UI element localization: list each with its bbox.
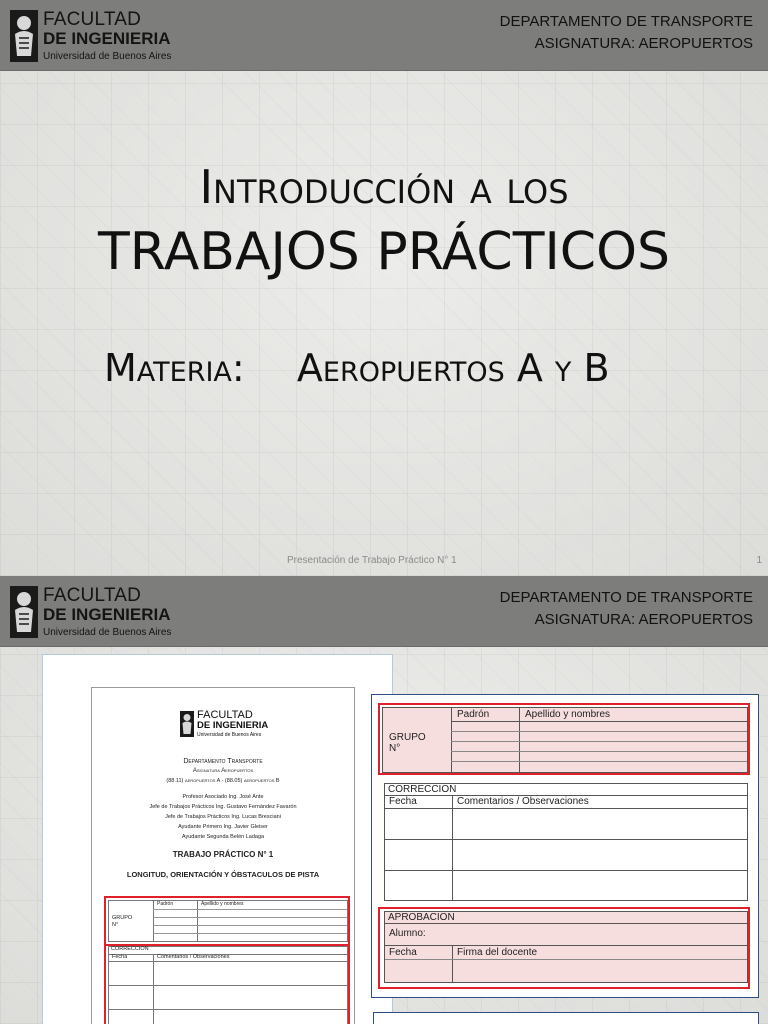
apellido-header: Apellido y nombres bbox=[525, 709, 611, 720]
doc-logo-line-3: Universidad de Buenos Aires bbox=[197, 732, 262, 738]
doc-staff-1: Profesor Asociado Ing. José Ante bbox=[182, 794, 264, 800]
mini-numero-label: N° bbox=[112, 922, 119, 928]
subtitle bbox=[104, 346, 610, 390]
faculty-logo bbox=[10, 10, 180, 66]
padron-header: Padrón bbox=[457, 709, 490, 720]
mini-correccion-highlight bbox=[104, 944, 350, 1024]
mini-correccion-title: CORRECCION bbox=[111, 946, 149, 952]
numero-label: N° bbox=[389, 743, 401, 754]
mini-padron-header: Padrón bbox=[157, 901, 174, 907]
logo-line-3: Universidad de Buenos Aires bbox=[43, 51, 172, 62]
department-name: DEPARTAMENTO DE TRANSPORTE bbox=[499, 589, 753, 606]
subtitle-value: Aeropuertos A y B bbox=[296, 346, 610, 390]
next-panel-edge bbox=[373, 1012, 759, 1024]
department-info bbox=[500, 587, 753, 631]
fecha-label: Fecha bbox=[389, 947, 417, 958]
document-preview-panel bbox=[42, 654, 393, 1024]
faculty-logo bbox=[10, 586, 180, 642]
university-crest-icon bbox=[10, 586, 38, 638]
university-crest-icon bbox=[180, 710, 194, 738]
title-line-1: Introducción a los bbox=[199, 160, 569, 214]
doc-staff-2: Jefe de Trabajos Prácticos Ing. Gustavo Fernández Favarón bbox=[149, 804, 297, 810]
subject-name: ASIGNATURA: AEROPUERTOS bbox=[534, 35, 753, 52]
doc-staff-5: Ayudante Segunda Belén Ladaga bbox=[181, 834, 265, 840]
department-info bbox=[500, 11, 753, 55]
mini-fecha-header: Fecha bbox=[112, 954, 128, 960]
slide-header bbox=[0, 576, 768, 647]
doc-department: Departamento Transporte bbox=[183, 758, 263, 765]
mini-grupo-highlight bbox=[104, 896, 350, 946]
grupo-highlight bbox=[378, 703, 750, 775]
logo-line-2: DE INGENIERIA bbox=[43, 605, 171, 624]
grupo-label: GRUPO bbox=[389, 732, 426, 743]
doc-logo-line-2: DE INGENIERIA bbox=[197, 720, 269, 731]
alumno-label: Alumno: bbox=[389, 928, 426, 939]
doc-logo-line-1: FACULTAD bbox=[197, 709, 253, 721]
footer-text: Presentación de Trabajo Práctico N° 1 bbox=[287, 555, 457, 566]
logo-line-2: DE INGENIERIA bbox=[43, 29, 171, 48]
department-name: DEPARTAMENTO DE TRANSPORTE bbox=[499, 13, 753, 30]
correccion-title: CORRECCION bbox=[388, 784, 457, 795]
document-page bbox=[91, 687, 355, 1024]
mini-comentarios-header: Comentarios / Observaciones bbox=[157, 954, 230, 960]
doc-tp-subtitle: LONGITUD, ORIENTACIÓN Y ÓBSTACULOS DE PISTA bbox=[126, 870, 320, 879]
logo-line-3: Universidad de Buenos Aires bbox=[43, 627, 172, 638]
doc-tp-title: TRABAJO PRÁCTICO N° 1 bbox=[172, 850, 274, 859]
aprobacion-highlight bbox=[378, 907, 750, 989]
correccion-table bbox=[384, 783, 748, 901]
mini-grupo-label: GRUPO bbox=[112, 915, 133, 921]
university-crest-icon bbox=[10, 10, 38, 62]
slide-header bbox=[0, 0, 768, 71]
comentarios-header: Comentarios / Observaciones bbox=[457, 796, 589, 807]
slide-2 bbox=[0, 576, 768, 1024]
mini-apellido-header: Apellido y nombres bbox=[201, 901, 244, 907]
doc-staff-4: Ayudante Primero Ing. Javier Gleiser bbox=[178, 824, 268, 830]
aprobacion-title: APROBACION bbox=[388, 912, 455, 923]
subject-name: ASIGNATURA: AEROPUERTOS bbox=[534, 611, 753, 628]
title-line-2: TRABAJOS PRÁCTICOS bbox=[97, 222, 671, 282]
doc-subject: Asignatura Aeropuertos bbox=[192, 768, 254, 774]
logo-line-1: FACULTAD bbox=[43, 9, 142, 30]
zoomed-form-panel bbox=[371, 694, 759, 998]
firma-label: Firma del docente bbox=[457, 947, 538, 958]
document-logo bbox=[180, 710, 280, 742]
fecha-header: Fecha bbox=[389, 796, 417, 807]
subtitle-label: Materia: bbox=[104, 346, 245, 390]
logo-line-1: FACULTAD bbox=[43, 585, 142, 606]
doc-courses: (88.11) aeropuertos A - (88.05) aeropuertos B bbox=[166, 778, 280, 784]
doc-staff-3: Jefe de Trabajos Prácticos Ing. Lucas Bresciani bbox=[165, 814, 281, 820]
page-number: 1 bbox=[756, 555, 762, 566]
